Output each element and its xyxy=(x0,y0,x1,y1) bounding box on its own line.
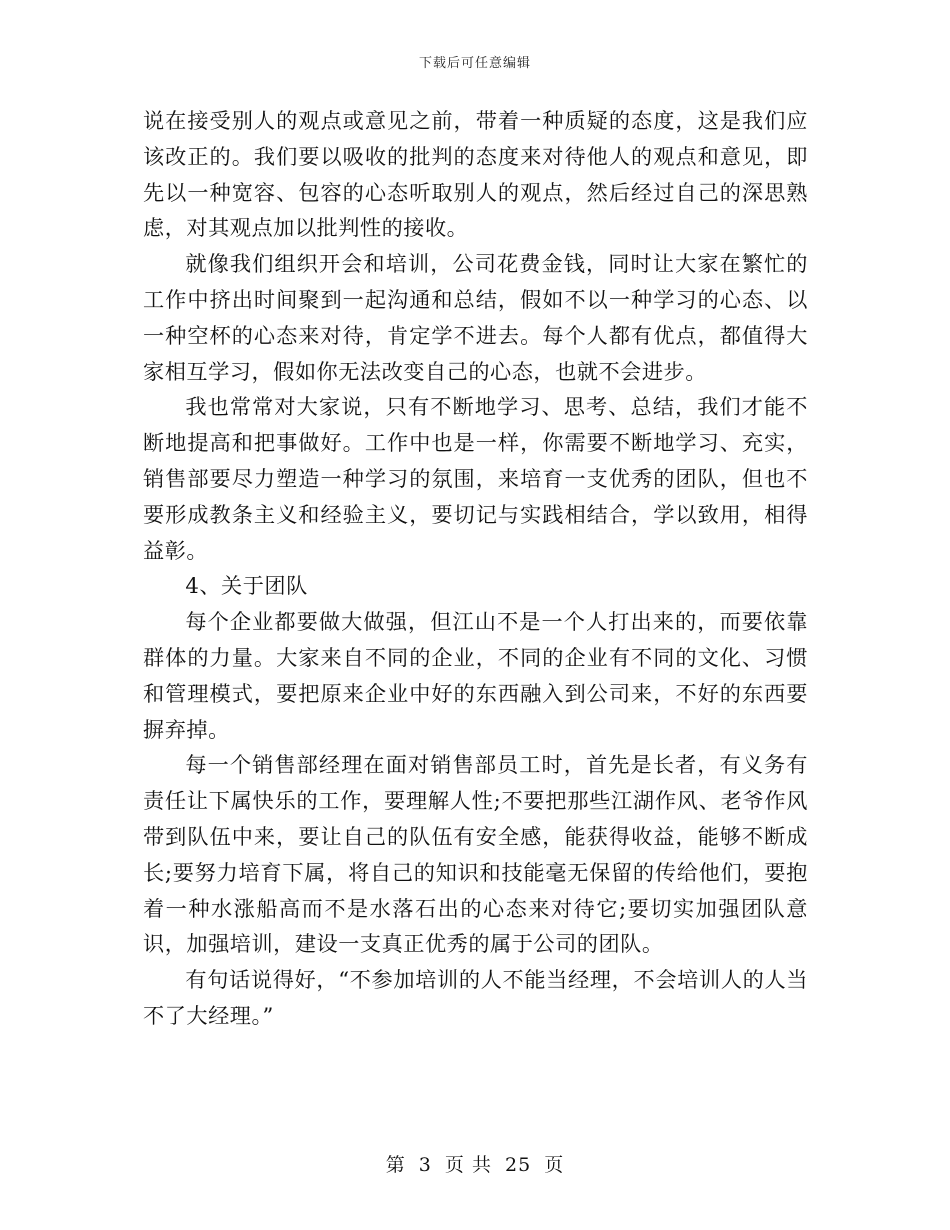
paragraph: 就像我们组织开会和培训，公司花费金钱，同时让大家在繁忙的工作中挤出时间聚到一起沟通和总结，假如不以一种学习的心态、以一种空杯的心态来对待，肯定学不进去。每个人都有优点，都值得大家相互学习，假如你无法改变自己的心态，也就不会进步。 xyxy=(143,251,808,384)
page-footer xyxy=(0,1150,950,1177)
paragraph: 每一个销售部经理在面对销售部员工时，首先是长者，有义务有责任让下属快乐的工作，要理解人性;不要把那些江湖作风、老爷作风带到队伍中来，要让自己的队伍有安全感，能获得收益，能够不断成长;要努力培育下属，将自己的知识和技能毫无保留的传给他们，要抱着一种水涨船高而不是水落石出的心态来对待它;要切实加强团队意识，加强培训，建设一支真正优秀的属于公司的团队。 xyxy=(143,752,808,957)
paragraph: 每个企业都要做大做强，但江山不是一个人打出来的，而要依靠群体的力量。大家来自不同的企业，不同的企业有不同的文化、习惯和管理模式，要把原来企业中好的东西融入到公司来，不好的东西要摒弃掉。 xyxy=(143,609,808,742)
footer-suffix: 页 xyxy=(544,1154,565,1176)
page-total: 25 xyxy=(505,1154,532,1176)
footer-mid: 页 共 xyxy=(444,1154,492,1176)
paragraph: 我也常常对大家说，只有不断地学习、思考、总结，我们才能不断地提高和把事做好。工作中也是一样，你需要不断地学习、充实，销售部要尽力塑造一种学习的氛围，来培育一支优秀的团队，但也不要形成教条主义和经验主义，要切记与实践相结合，学以致用，相得益彰。 xyxy=(143,394,808,563)
page-number: 3 xyxy=(418,1154,432,1176)
section-heading: 4、关于团队 xyxy=(185,573,308,599)
footer-prefix: 第 xyxy=(385,1154,406,1176)
paragraph: 有句话说得好，“不参加培训的人不能当经理，不会培训人的人当不了大经理。” xyxy=(143,967,808,1028)
paragraph-continuation: 说在接受别人的观点或意见之前，带着一种质疑的态度，这是我们应该改正的。我们要以吸收的批判的态度来对待他人的观点和意见，即先以一种宽容、包容的心态听取别人的观点，然后经过自己的深思熟虑，对其观点加以批判性的接收。 xyxy=(143,108,808,241)
document-body xyxy=(143,103,808,1034)
page-header-note: 下载后可任意编辑 xyxy=(418,56,531,71)
